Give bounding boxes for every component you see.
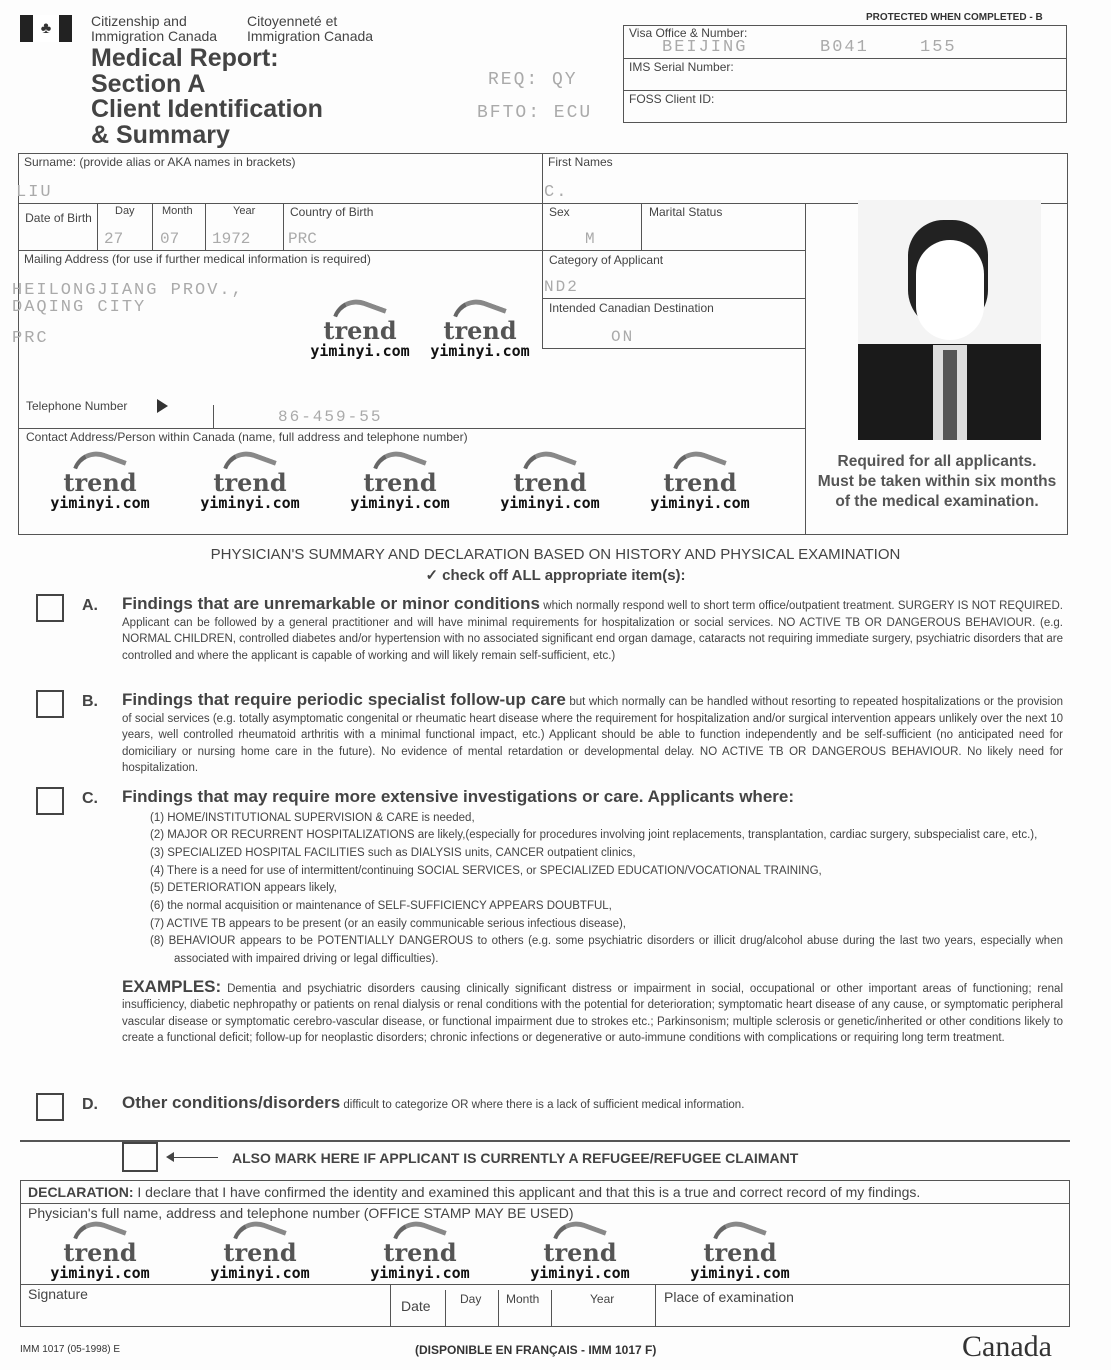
watermark [340,452,460,511]
sex-label: Sex [549,205,570,219]
arrow-right-icon [157,399,168,413]
item-description: which normally respond well to short term office/outpatient treatment. SURGERY IS NOT REQUIRED. Applicant can be followed by a general practitioner and will have minimal requirements for hospitalization or social services. NO ACTIVE TB OR DANGEROUS BEHAVIOUR. (e.g. NORMAL CHILDREN, controlled diabetes and/or hypertension with no associated significant end organ damage, cataracts not requiring immediate surgery, psychiatric disorders that are controlled and where the applicant is capable of working and will likely remain self-sufficient, etc.) [122,600,1063,662]
foss-client-label: FOSS Client ID: [629,92,715,106]
declaration-label: DECLARATION: [28,1184,134,1200]
title-line: Medical Report: [91,44,279,72]
examples-label: EXAMPLES: [122,976,222,996]
dob-month-value[interactable]: 07 [160,230,180,248]
watermark-url: yiminyi.com [50,1264,150,1282]
address-line: DAQING CITY [12,298,147,317]
destination-value[interactable]: ON [611,328,635,346]
surname-value[interactable]: LIU [16,183,53,202]
watermark [490,452,610,511]
ims-serial-label: IMS Serial Number: [629,60,734,74]
checkbox-a[interactable] [36,594,64,622]
category-label: Category of Applicant [549,253,664,267]
declaration-statement: I declare that I have confirmed the identity and examined this applicant and that this is a true and correct record of my findings. [137,1184,921,1200]
item-letter: B. [82,693,98,710]
checkbox-d[interactable] [36,1093,64,1121]
item-title: Findings that require periodic specialist follow-up care [122,690,566,709]
country-of-birth-label: Country of Birth [290,205,374,219]
telephone-label: Telephone Number [26,399,128,413]
list-item: (2) MAJOR OR RECURRENT HOSPITALIZATIONS are likely,(especially for procedures involving joint replacements, transplantation, cardiac surgery, subspecialist care, etc.), [150,829,1038,842]
list-item: (7) ACTIVE TB appears to be present (or an easily communicable serious infectious disease), [150,917,626,930]
refugee-label: ALSO MARK HERE IF APPLICANT IS CURRENTLY A REFUGEE/REFUGEE CLAIMANT [232,1150,799,1166]
item-c-text [122,787,1063,1047]
item-title: Other conditions/disorders [122,1093,341,1112]
surname-label: Surname: (provide alias or AKA names in brackets) [24,155,296,169]
mailing-address-label: Mailing Address (for use if further medical information is required) [24,252,371,266]
first-names-label: First Names [548,155,613,169]
dob-year-label: Year [233,205,256,217]
watermark-url: yiminyi.com [350,494,450,512]
watermark-logo: trend [363,468,437,497]
watermark-logo: trend [63,1238,137,1267]
watermark-logo: trend [223,1238,297,1267]
french-availability: (DISPONIBLE EN FRANÇAIS - IMM 1017 F) [415,1343,657,1357]
date-label: Date [401,1298,431,1314]
caption-line: Must be taken within six months [817,473,1057,490]
checkbox-b[interactable] [36,690,64,718]
caption-line: of the medical examination. [835,493,1039,510]
watermark-url: yiminyi.com [200,494,300,512]
dept-name-fr [247,14,373,44]
visa-office-city[interactable]: BEIJING [662,38,748,57]
date-month-label: Month [506,1292,540,1306]
category-value[interactable]: ND2 [544,278,579,296]
visa-number[interactable]: 155 [920,38,957,57]
check-instruction: ✓ check off ALL appropriate item(s): [425,567,686,584]
place-of-examination-label: Place of examination [664,1289,794,1305]
title-line: & Summary [91,120,230,149]
watermark-logo: trend [443,316,517,345]
applicant-photo [858,200,1041,440]
watermark [200,1222,320,1281]
req-code: REQ: QY [488,70,578,90]
watermark-url: yiminyi.com [500,494,600,512]
dept-name-en [91,14,217,44]
title-line: Client Identification [91,95,323,123]
dept-line: Citoyenneté et [247,13,338,29]
list-item: (6) the normal acquisition or maintenance of SELF-SUFFICIENCY APPEARS DOUBTFUL, [150,900,612,913]
telephone-value[interactable]: 86-459-55 [278,408,383,426]
dob-year-value[interactable]: 1972 [212,230,251,248]
examples-description: Dementia and psychiatric disorders causing clinically significant distress or impairment in social, occupational or other important areas of functioning; renal insufficiency, diabetic nephropathy or patients on renal dialysis or renal conditions with the potential for deterioration; symptomatic heart disease of any cause, or symptomatic peripheral vascular disease or symptomatic cerebro-vascular disease, or functional impairment due to strokes etc.; Parkinsonism; multiple sclerosis or genetic/inherited or other conditions likely to create a functional deficit; follow-up for neoplastic disorders; chronic infections or degenerative or auto-immune conditions with complications or requiring long term treatment. [122,982,1063,1045]
dept-line: Citizenship and [91,13,187,29]
item-letter: C. [82,790,98,807]
watermark-logo: trend [543,1238,617,1267]
watermark [300,300,420,359]
finding-d [36,1093,1066,1121]
mailing-address-value[interactable] [12,282,244,347]
title-line: Section A [91,69,206,98]
visa-office-label: Visa Office & Number: [629,26,748,40]
first-names-value[interactable]: C. [544,183,569,202]
address-line: PRC [12,329,49,348]
refugee-checkbox[interactable] [122,1142,158,1172]
list-item: (3) SPECIALIZED HOSPITAL FACILITIES such as DIALYSIS units, CANCER outpatient clinics, [150,846,636,859]
physician-info-label: Physician's full name, address and telephone number (OFFICE STAMP MAY BE USED) [28,1205,574,1221]
dept-line: Immigration Canada [247,28,374,44]
canada-flag-icon: ♣ [20,15,72,42]
dob-label: Date of Birth [25,211,92,225]
signature-label: Signature [28,1286,88,1302]
finding-c [36,787,1066,1093]
sex-value[interactable]: M [585,230,597,248]
watermark-url: yiminyi.com [430,342,530,360]
dob-month-label: Month [162,205,193,217]
watermark-url: yiminyi.com [370,1264,470,1282]
watermark-logo: trend [663,468,737,497]
date-day-label: Day [460,1292,482,1306]
watermark-logo: trend [513,468,587,497]
examination-date-field[interactable] [446,1308,654,1327]
photo-caption [806,452,1068,512]
item-b-text [122,690,1063,777]
watermark-url: yiminyi.com [650,494,750,512]
watermark-logo: trend [703,1238,777,1267]
watermark [520,1222,640,1281]
list-item: (5) DETERIORATION appears likely, [150,882,337,895]
watermark [190,452,310,511]
form-number: IMM 1017 (05-1998) E [20,1344,121,1355]
watermark-logo: trend [323,316,397,345]
checkbox-c[interactable] [36,787,64,815]
finding-b [36,690,1066,787]
declaration-text [28,1184,920,1200]
item-title: Findings that may require more extensive investigations or care. Applicants where: [122,787,795,806]
list-item: (4) There is a need for use of intermittent/continuing SOCIAL SERVICES, or SPECIALIZED EDUCATION/VOCATIONAL TRAINING, [150,864,822,877]
item-description: difficult to categorize OR where there is a lack of sufficient medical information. [343,1099,745,1111]
examples-text [122,977,1063,1047]
watermark-logo: trend [213,468,287,497]
finding-a [36,594,1066,690]
destination-label: Intended Canadian Destination [549,301,714,315]
watermark-url: yiminyi.com [210,1264,310,1282]
contact-address-label: Contact Address/Person within Canada (name, full address and telephone number) [26,430,468,444]
watermark [640,452,760,511]
date-year-label: Year [590,1292,615,1306]
findings-list [36,594,1066,1121]
dept-line: Immigration Canada [91,28,218,44]
item-c-list [150,810,1063,969]
watermark-logo: trend [63,468,137,497]
item-letter: D. [82,1096,98,1113]
watermark [420,300,540,359]
watermark-url: yiminyi.com [50,494,150,512]
item-letter: A. [82,597,98,614]
watermark [360,1222,480,1281]
watermark [680,1222,800,1281]
dob-day-label: Day [115,205,135,217]
watermark-url: yiminyi.com [690,1264,790,1282]
summary-heading: PHYSICIAN'S SUMMARY AND DECLARATION BASED ON HISTORY AND PHYSICAL EXAMINATION [210,546,901,563]
list-item: (8) BEHAVIOUR appears to be POTENTIALLY DANGEROUS to others (e.g. some psychiatric disorders or illicit drug/alcohol abuse during the last two years, especially when associated with impaired driving or legal difficulties). [150,935,1063,966]
dob-day-value[interactable]: 27 [104,230,124,248]
caption-line: Required for all applicants. [837,453,1037,470]
canada-wordmark: Canada [962,1330,1052,1363]
country-of-birth-value[interactable]: PRC [288,230,317,248]
bfto-code: BFTO: ECU [477,103,593,123]
item-title: Findings that are unremarkable or minor conditions [122,594,540,613]
protected-notice: PROTECTED WHEN COMPLETED - B [866,12,1043,23]
item-description: but which normally can be handled without resorting to repeated hospitalizations or the provision of social services (e.g. totally asymptomatic congenital or rheumatic heart disease where the requirement for hospitalization and/or surgical intervention appears unlikely over the next 10 years, well controlled rheumatoid arthritis with a minimal functional impact, etc.) Applicant should be able to function independently and be self-sufficient (no anticipated need for domiciliary or nursing home care in the future). No evidence of mental retardation or developmental delay. NO ACTIVE TB OR DANGEROUS BEHAVIOUR. No likely need for hospitalization. [122,696,1063,774]
item-a-text [122,594,1063,664]
visa-office-code[interactable]: B041 [820,38,869,57]
page-title [91,46,323,148]
watermark-url: yiminyi.com [310,342,410,360]
arrow-left-icon [168,1157,218,1158]
item-d-text [122,1093,1063,1114]
list-item: (1) HOME/INSTITUTIONAL SUPERVISION & CARE is needed, [150,811,475,824]
marital-status-label: Marital Status [649,205,723,219]
watermark [40,1222,160,1281]
watermark-logo: trend [383,1238,457,1267]
watermark [40,452,160,511]
watermark-url: yiminyi.com [530,1264,630,1282]
address-line: HEILONGJIANG PROV., [12,281,244,300]
